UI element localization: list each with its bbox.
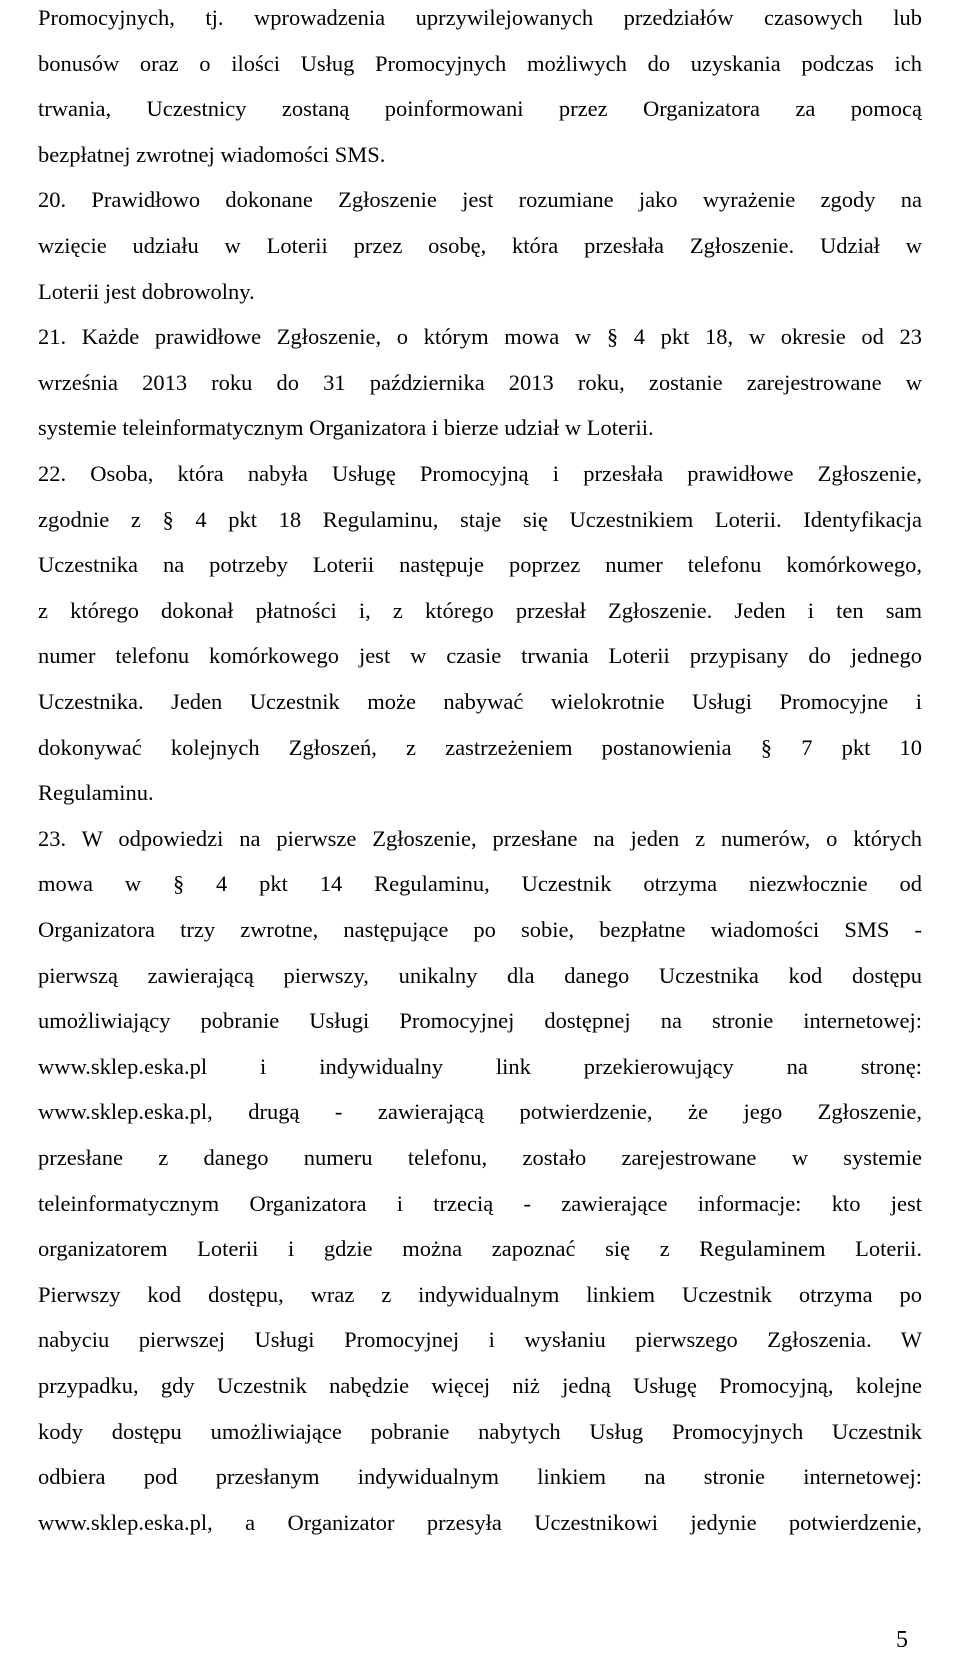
text-line: wzięcie udziału w Loterii przez osobę, która przesłała Zgłoszenie. Udział w: [38, 233, 922, 258]
text-line: dokonywać kolejnych Zgłoszeń, z zastrzeżeniem postanowienia § 7 pkt 10: [38, 734, 922, 760]
text-line: mowa w § 4 pkt 14 Regulaminu, Uczestnik otrzyma niezwłocznie od: [38, 871, 922, 897]
text-line: Regulaminu.: [38, 780, 154, 806]
text-line: przesłane z danego numeru telefonu, zostało zarejestrowane w systemie: [38, 1145, 922, 1170]
text-line: 23. W odpowiedzi na pierwsze Zgłoszenie, przesłane na jeden z numerów, o których: [38, 825, 922, 851]
text-line: 21. Każde prawidłowe Zgłoszenie, o którym mowa w § 4 pkt 18, w okresie od 23: [38, 324, 922, 350]
page-number: 5: [896, 1627, 908, 1653]
text-line: września 2013 roku do 31 października 2013 roku, zostanie zarejestrowane w: [38, 369, 922, 395]
text-line: trwania, Uczestnicy zostaną poinformowani przez Organizatora za pomocą: [38, 96, 922, 122]
text-line: Pierwszy kod dostępu, wraz z indywidualnym linkiem Uczestnik otrzyma po: [38, 1281, 922, 1307]
text-line: nabyciu pierwszej Usługi Promocyjnej i wysłaniu pierwszego Zgłoszenia. W: [38, 1327, 922, 1353]
text-line: pierwszą zawierającą pierwszy, unikalny dla danego Uczestnika kod dostępu: [38, 962, 922, 988]
text-line: numer telefonu komórkowego jest w czasie trwania Loterii przypisany do jednego: [38, 643, 922, 669]
text-line: bezpłatnej zwrotnej wiadomości SMS.: [38, 141, 386, 167]
text-line: bonusów oraz o ilości Usług Promocyjnych możliwych do uzyskania podczas ich: [38, 50, 922, 76]
text-line: 20. Prawidłowo dokonane Zgłoszenie jest rozumiane jako wyrażenie zgody na: [38, 187, 922, 213]
text-line: systemie teleinformatycznym Organizatora i bierze udział w Loterii.: [38, 415, 654, 441]
text-line: umożliwiający pobranie Usługi Promocyjnej dostępnej na stronie internetowej:: [38, 1008, 922, 1034]
text-line: Uczestnika na potrzeby Loterii następuje poprzez numer telefonu komórkowego,: [38, 552, 922, 578]
text-line: przypadku, gdy Uczestnik nabędzie więcej niż jedną Usługę Promocyjną, kolejne: [38, 1373, 922, 1398]
text-line: zgodnie z § 4 pkt 18 Regulaminu, staje się Uczestnikiem Loterii. Identyfikacja: [38, 506, 922, 532]
text-line: odbiera pod przesłanym indywidualnym linkiem na stronie internetowej:: [38, 1464, 922, 1490]
text-line: www.sklep.eska.pl i indywidualny link przekierowujący na stronę:: [38, 1053, 922, 1079]
text-line: www.sklep.eska.pl, drugą - zawierającą potwierdzenie, że jego Zgłoszenie,: [38, 1099, 922, 1125]
text-line: Uczestnika. Jeden Uczestnik może nabywać wielokrotnie Usługi Promocyjne i: [38, 689, 922, 714]
text-line: kody dostępu umożliwiające pobranie nabytych Usług Promocyjnych Uczestnik: [38, 1418, 922, 1444]
text-line: z którego dokonał płatności i, z którego przesłał Zgłoszenie. Jeden i ten sam: [38, 597, 922, 623]
text-line: teleinformatycznym Organizatora i trzecią - zawierające informacje: kto jest: [38, 1190, 922, 1216]
text-line: 22. Osoba, która nabyła Usługę Promocyjną i przesłała prawidłowe Zgłoszenie,: [38, 461, 922, 486]
text-line: organizatorem Loterii i gdzie można zapoznać się z Regulaminem Loterii.: [38, 1236, 922, 1262]
text-line: www.sklep.eska.pl, a Organizator przesyła Uczestnikowi jedynie potwierdzenie,: [38, 1509, 922, 1535]
text-line: Organizatora trzy zwrotne, następujące po sobie, bezpłatne wiadomości SMS -: [38, 917, 922, 942]
text-line: Promocyjnych, tj. wprowadzenia uprzywilejowanych przedziałów czasowych lub: [38, 5, 922, 30]
text-line: Loterii jest dobrowolny.: [38, 278, 255, 304]
